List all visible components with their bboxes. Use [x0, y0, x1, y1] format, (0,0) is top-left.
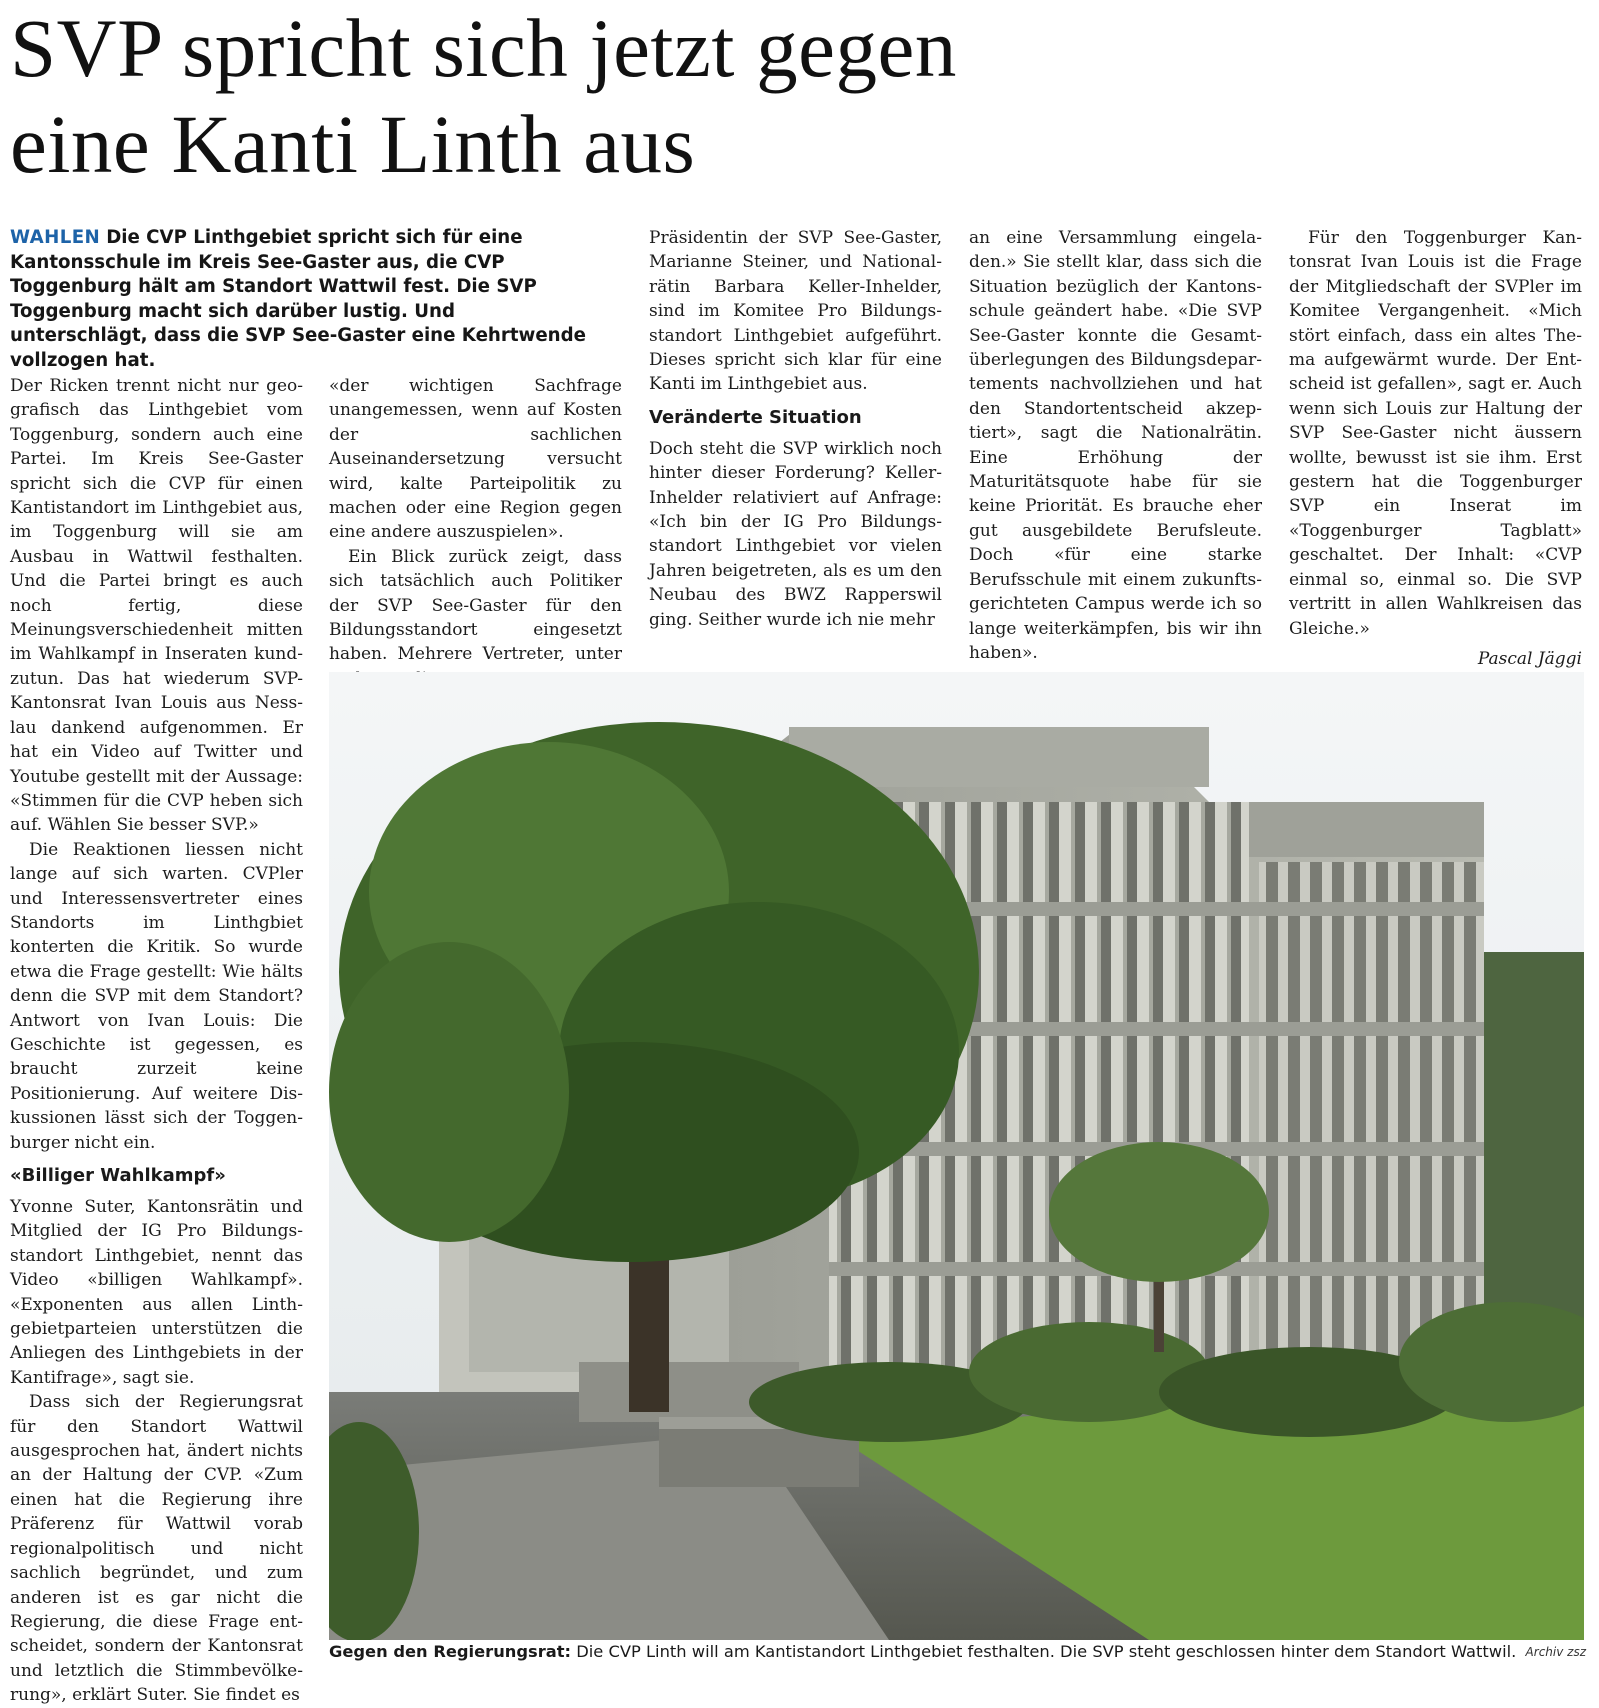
article-column-3	[649, 226, 942, 632]
body-paragraph: an eine Versammlung eingeladen.» Sie stellt klar, dass sich die Situation bezüglich der Kantonsschule geändert habe. «Die SVP See-Gaster konnte die Gesamtüberlegungen des Bildungsdepartements nachvollziehen und hat den Standortentscheid akzeptiert», sagt die Nationalrätin. Eine Erhöhung der Maturitätsquote habe für sie keine Priorität. Es brauche eher gut ausgebildete Berufsleute. Doch «für eine starke Berufsschule mit einem zukunftsgerichteten Campus werde ich so lange weiterkämpfen, bis wir ihn haben».	[969, 228, 1262, 663]
body-paragraph: «der wichtigen Sachfrage unangemessen, wenn auf Kosten der sachlichen Auseinandersetzung versucht wird, kalte Parteipolitik zu machen oder eine Region gegen eine andere auszuspielen».	[329, 376, 622, 543]
article-column-2	[329, 374, 622, 691]
body-paragraph: Der Ricken trennt nicht nur geografisch das Linthgebiet vom Toggenburg, sondern auch eine Partei. Im Kreis See-Gaster spricht sich die CVP für einen Kantistandort im Linthgebiet aus, im Toggenburg will sie am Ausbau in Wattwil festhalten. Und die Partei bringt es auch noch fertig, diese Meinungsverschiedenheit mitten im Wahlkampf in Inseraten kundzutun. Das hat wiederum SVP-Kantonsrat Ivan Louis aus Nesslau dankend aufgenommen. Er hat ein Video auf Twitter und Youtube gestellt mit der Aussage: «Stimmen für die CVP heben sich auf. Wählen Sie besser SVP.»	[10, 376, 303, 836]
caption-text: Die CVP Linth will am Kantistandort Linthgebiet festhalten. Die SVP steht geschlossen hinter dem Standort Wattwil.	[576, 1642, 1517, 1661]
headline	[10, 0, 1570, 192]
body-paragraph: Die Reaktionen liessen nicht lange auf sich warten. CVPler und Interessensvertreter eines Standorts im Linthgbiet konterten die Kritik. So wurde etwa die Frage gestellt: Wie hälts denn die SVP mit dem Standort? Antwort von Ivan Louis: Die Geschichte ist gegessen, es braucht zurzeit keine Positionierung. Auf weitere Diskussionen lässt sich der Toggenburger nicht ein.	[10, 839, 303, 1153]
headline-line-1: SVP spricht sich jetzt gegen	[10, 2, 957, 94]
subheading-billiger-wahlkampf: «Billiger Wahlkampf»	[10, 1165, 226, 1186]
caption-label: Gegen den Regierungsrat:	[329, 1642, 572, 1661]
headline-line-2: eine Kanti Linth aus	[10, 98, 696, 190]
lead-paragraph	[10, 226, 590, 374]
body-paragraph: Dass sich der Regierungsrat für den Standort Wattwil ausgesprochen hat, ändert nichts an der Haltung der CVP. «Zum einen hat die Regierung ihre Präferenz für Wattwil vorab regionalpolitisch und nicht sachlich begründet, und zum anderen ist es gar nicht die Regierung, die diese Frage entscheidet, sondern der Kantonsrat und letztlich die Stimmbevölkerung», erklärt Suter. Sie findet es	[10, 1392, 303, 1706]
subheading-veraenderte-situation: Veränderte Situation	[649, 406, 862, 428]
section-kicker: WAHLEN	[10, 227, 101, 248]
body-paragraph: Yvonne Suter, Kantonsrätin und Mitglied der IG Pro Bildungsstandort Linthgebiet, nennt das Video «billigen Wahlkampf». «Exponenten aus allen Linthgebietparteien unterstützen die Anliegen des Linthgebiets in der Kantifrage», sagt sie.	[10, 1197, 303, 1388]
author-byline: Pascal Jäggi	[1477, 648, 1582, 669]
article-photo	[329, 672, 1584, 1640]
article-column-1	[10, 374, 303, 1708]
lead-text: Die CVP Linthgebiet spricht sich für eine Kantonsschule im Kreis See-Gaster aus, die CVP Toggenburg hält am Standort Wattwil fest. Die SVP Toggenburg macht sich darüber lustig. Und unterschlägt, dass die SVP See-Gaster eine Kehrtwende vollzogen hat.	[10, 227, 586, 371]
body-paragraph: Präsidentin der SVP See-Gaster, Marianne Steiner, und Nationalrätin Barbara Keller-Inhelder, sind im Komitee Pro Bildungsstandort Linthgebiet aufgeführt. Dieses spricht sich klar für eine Kanti im Linthgebiet aus.	[649, 228, 942, 395]
body-paragraph: Ein Blick zurück zeigt, dass sich tatsächlich auch Politiker der SVP See-Gaster für den Bildungsstandort eingesetzt haben. Mehrere Vertreter, unter	[329, 546, 622, 665]
article-column-4	[969, 226, 1262, 665]
body-paragraph: Für den Toggenburger Kantonsrat Ivan Louis ist die Frage der Mitgliedschaft der SVPler im Komitee Vergangenheit. «Mich stört einfach, dass ein altes Thema aufgewärmt wurde. Der Entscheid ist gefallen», sagt er. Auch wenn sich Louis zur Haltung der SVP See-Gaster nicht äussern wollte, bewusst ist sie ihm. Erst gestern hat die Toggenburger SVP ein Inserat im «Toggenburger Tagblatt» geschaltet. Der Inhalt: «CVP einmal so, einmal so. Die SVP vertritt in allen Wahlkreisen das Gleiche.»	[1289, 228, 1582, 639]
photo-caption	[329, 1640, 1517, 1664]
photo-credit: Archiv zsz	[1525, 1645, 1586, 1659]
article-column-5	[1289, 226, 1582, 671]
body-paragraph: Doch steht die SVP wirklich noch hinter dieser Forderung? Keller-Inhelder relativiert auf Anfrage: «Ich bin der IG Pro Bildungsstandort Linthgebiet vor vielen Jahren beigetreten, als es um den Neubau des BWZ Rapperswil ging. Seither wurde ich nie mehr	[649, 438, 942, 630]
